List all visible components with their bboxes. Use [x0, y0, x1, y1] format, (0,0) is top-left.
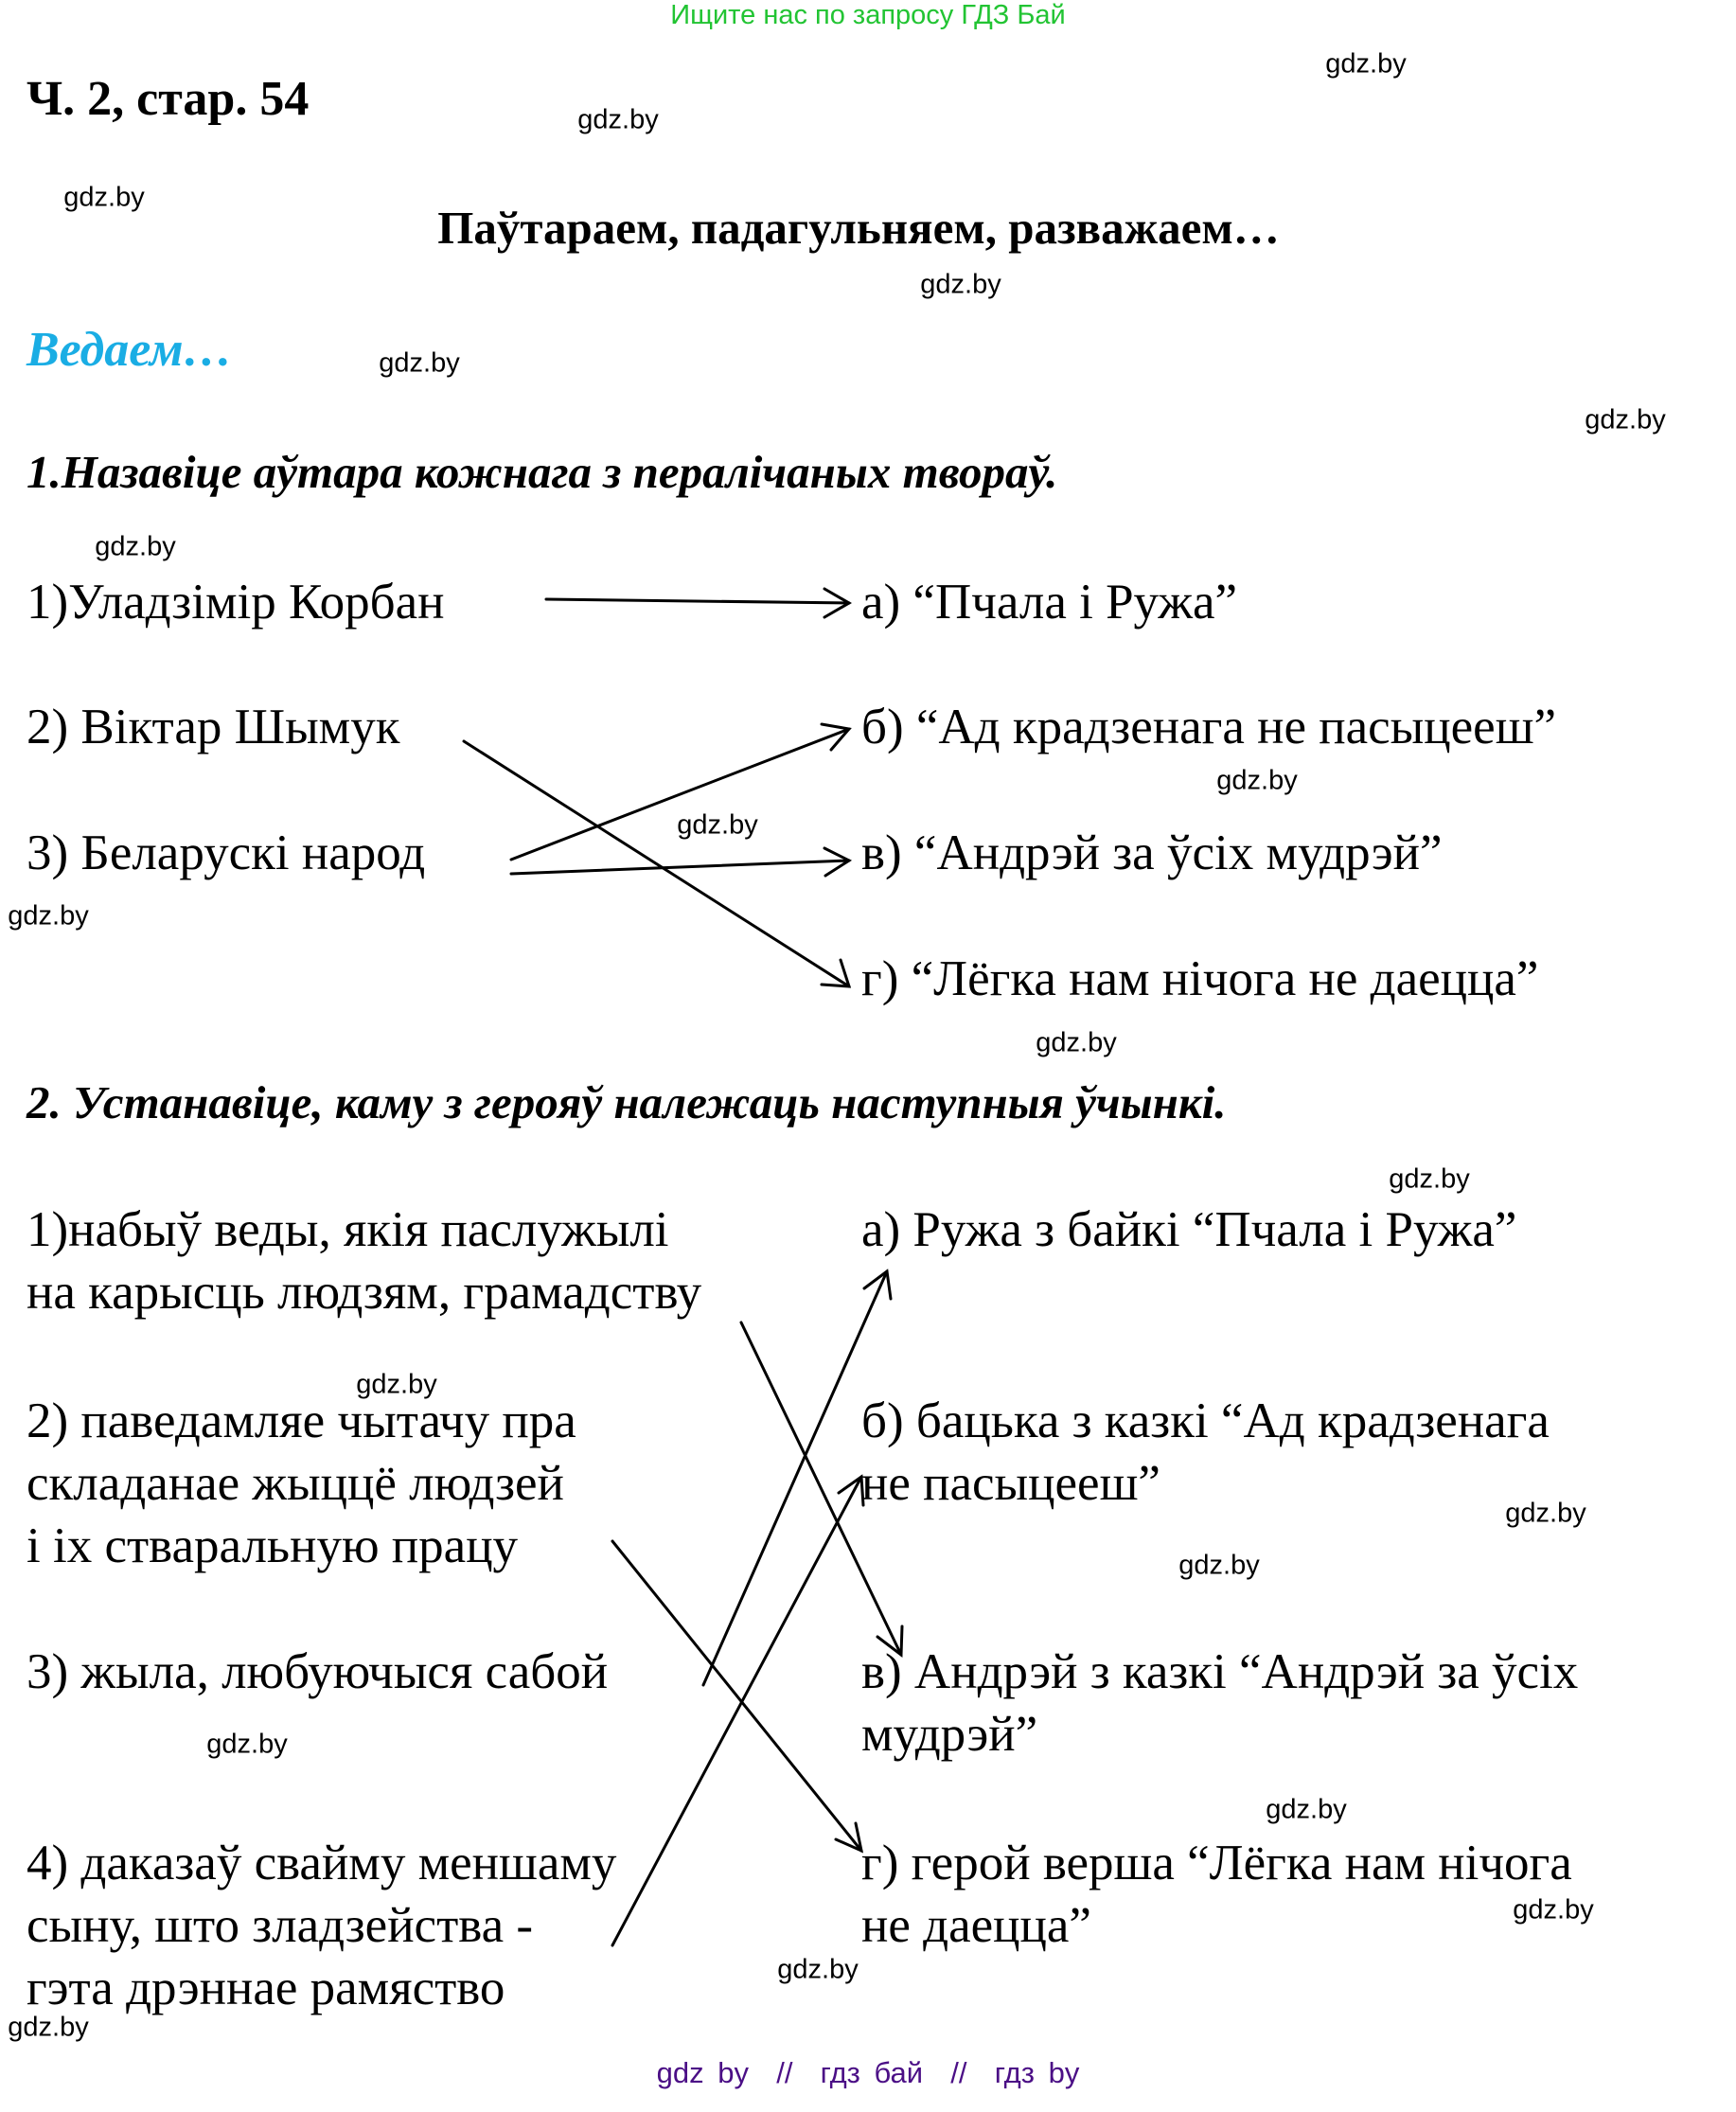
- watermark: gdz.by: [1178, 1550, 1260, 1581]
- watermark: gdz.by: [206, 1729, 288, 1760]
- arrow-2-to-g-icon: [464, 741, 849, 986]
- line: сыну, што зладзейства -: [27, 1898, 533, 1953]
- search-banner: Ищите нас по запросу ГДЗ Бай: [670, 0, 1066, 30]
- line: 4) даказаў свайму меншаму: [27, 1836, 617, 1890]
- watermark: gdz.by: [1389, 1163, 1470, 1195]
- line: на карысць людзям, грамадству: [27, 1265, 702, 1320]
- task1-right-item-v: в) “Андрэй за ўсіх мудрэй”: [861, 825, 1443, 880]
- section-title: Паўтараем, падагульняем, разважаем…: [437, 202, 1280, 254]
- task2-left-item-1: [27, 1198, 701, 1323]
- line: не даецца”: [861, 1898, 1091, 1953]
- subhead-vedaem: Ведаем…: [27, 323, 233, 377]
- watermark: gdz.by: [1505, 1498, 1586, 1529]
- watermark: gdz.by: [63, 182, 145, 213]
- watermark: gdz.by: [920, 269, 1001, 300]
- line: б) бацька з казкі “Ад крадзенага: [861, 1393, 1550, 1448]
- watermark: gdz.by: [577, 104, 659, 135]
- watermark: gdz.by: [8, 900, 89, 932]
- task1-left-item-2: 2) Віктар Шымук: [27, 700, 400, 754]
- watermark: gdz.by: [1266, 1794, 1347, 1825]
- task1-left-item-1: 1)Уладзімір Корбан: [27, 575, 445, 630]
- line: 2) паведамляе чытачу пра: [27, 1393, 576, 1448]
- task2-right-item-g: [861, 1832, 1572, 1957]
- line: і іх стваральную працу: [27, 1518, 519, 1573]
- task2-right-item-b: [861, 1390, 1550, 1515]
- task1-right-item-g: г) “Лёгка нам нічога не даецца”: [861, 951, 1539, 1006]
- watermark: gdz.by: [1585, 404, 1666, 435]
- task1-right-item-a: а) “Пчала і Ружа”: [861, 575, 1238, 630]
- line: 1)набыў веды, якія паслужылі: [27, 1202, 669, 1257]
- watermark: gdz.by: [8, 2012, 89, 2043]
- task2-left-item-4: [27, 1832, 616, 2019]
- arrow-4-to-b-icon: [612, 1477, 863, 1945]
- task2-right-item-v: [861, 1641, 1578, 1766]
- watermark: gdz.by: [356, 1369, 437, 1400]
- line: гэта дрэннае рамяство: [27, 1961, 505, 2015]
- task1-left-item-3: 3) Беларускі народ: [27, 825, 426, 880]
- line: 3) жыла, любуючыся сабой: [27, 1644, 609, 1699]
- task2-left-item-2: [27, 1390, 576, 1577]
- watermark: gdz.by: [777, 1954, 859, 1985]
- line: мудрэй”: [861, 1707, 1038, 1762]
- task2-heading: 2. Устанавіце, каму з герояў належаць наступныя ўчынкі.: [27, 1076, 1227, 1128]
- arrow-2-to-g-icon-task2: [612, 1541, 861, 1851]
- task1-heading: 1.Назавіце аўтара кожнага з пералічаных твораў.: [27, 446, 1058, 498]
- line: а) Ружа з байкі “Пчала і Ружа”: [861, 1202, 1517, 1257]
- line: в) Андрэй з казкі “Андрэй за ўсіх: [861, 1644, 1579, 1699]
- page-reference: Ч. 2, стар. 54: [27, 72, 310, 126]
- line: не пасыцееш”: [861, 1456, 1160, 1511]
- watermark: gdz.by: [677, 809, 758, 841]
- footer-links: gdz by // гдз бай // гдз by: [656, 2056, 1080, 2089]
- arrow-1-to-a-icon: [546, 589, 849, 617]
- watermark: gdz.by: [1216, 765, 1298, 796]
- line: складанае жыццё людзей: [27, 1456, 564, 1511]
- task1-right-item-b: б) “Ад крадзенага не пасыцееш”: [861, 700, 1557, 754]
- line: г) герой верша “Лёгка нам нічога: [861, 1836, 1572, 1890]
- task2-left-item-3: [27, 1641, 608, 1703]
- watermark: gdz.by: [1325, 48, 1407, 80]
- task2-right-item-a: [861, 1198, 1516, 1261]
- watermark: gdz.by: [1036, 1027, 1117, 1058]
- arrow-3-to-v-icon: [511, 848, 849, 876]
- watermark: gdz.by: [95, 531, 176, 562]
- watermark: gdz.by: [379, 347, 460, 379]
- watermark: gdz.by: [1513, 1894, 1594, 1926]
